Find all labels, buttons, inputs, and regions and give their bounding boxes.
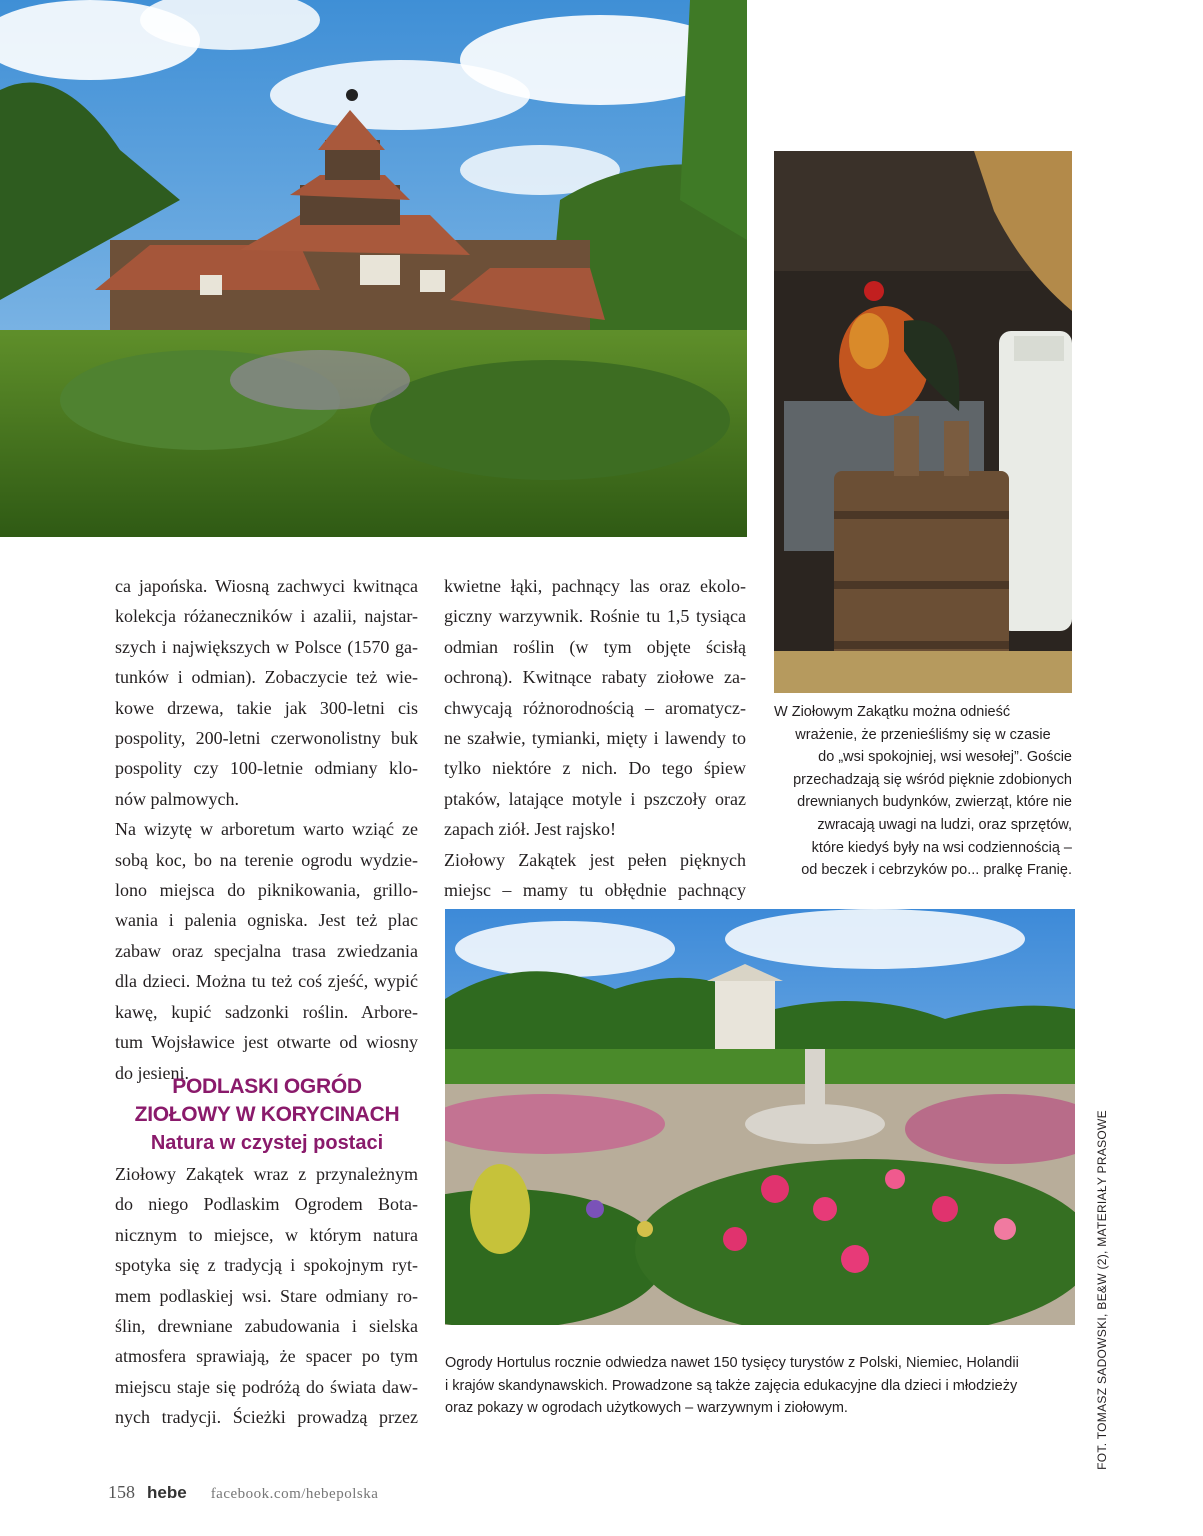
text-line: Na wizytę w arboretum warto wziąć ze	[115, 819, 418, 840]
magazine-logo: hebe	[147, 1483, 187, 1502]
photo-credit: FOT. TOMASZ SADOWSKI, BE&W (2), MATERIAŁY PRASOWE	[1095, 1110, 1109, 1470]
text-line: pospolity, 200-letni czerwonolistny buk	[115, 728, 418, 749]
text-line: pospolity czy 100-letnie odmiany klo-	[115, 758, 418, 779]
text-line: kawę, kupić sadzonki roślin. Arbore-	[115, 1001, 418, 1022]
text-line: ślin, drewniane zabudowania i sielska	[115, 1316, 418, 1337]
text-line: tylko niektóre z nich. Do tego śpiew	[444, 758, 746, 779]
text-line: wania i palenia ogniska. Jest też plac	[115, 910, 418, 931]
text-line: ptaków, latające motyle i pszczoły oraz	[444, 788, 746, 809]
heading-line-2: ZIOŁOWY W KORYCINACH	[134, 1103, 400, 1126]
text-line: nów palmowych.	[115, 788, 239, 809]
caption-line: przechadzają się wśród pięknie zdobionych	[793, 771, 1072, 788]
caption-rooster	[774, 701, 1072, 882]
text-line: sobą koc, bo na terenie ogrodu wydzie-	[115, 849, 418, 870]
text-line: do niego Podlaskim Ogrodem Bota-	[115, 1194, 418, 1215]
text-line: ochroną). Kwitnące rabaty ziołowe za-	[444, 667, 746, 688]
text-line: nicznym to miejsce, w którym natura	[115, 1224, 418, 1245]
text-line: lono miejsca do piknikowania, grillo-	[115, 880, 418, 901]
text-line: chwycają różnorodnością – aromatycz-	[444, 697, 746, 718]
text-line: tunków i odmian). Zobaczycie też wie-	[115, 667, 418, 688]
text-line: dla dzieci. Można tu też coś zjeść, wypić	[115, 971, 418, 992]
text-line: ne szałwie, tymianki, mięty i lawendy to	[444, 728, 746, 749]
text-line: zabaw oraz specjalna trasa zwiedzania	[115, 940, 418, 961]
caption-line: do „wsi spokojniej, wsi wesołej”. Goście	[818, 749, 1072, 766]
text-line: nych tradycji. Ścieżki prowadzą przez	[115, 1407, 418, 1428]
text-line: kwietne łąki, pachnący las oraz ekolo-	[444, 576, 746, 596]
text-line: atmosfera sprawiają, że spacer po tym	[115, 1346, 418, 1367]
text-line: kowe drzewa, takie jak 300-letni cis	[115, 697, 418, 718]
text-line: miejscu staje się podróżą do świata daw-	[115, 1376, 418, 1397]
text-line: zapach ziół. Jest rajsko!	[444, 819, 616, 840]
article-column-2	[444, 571, 746, 905]
text-line: miejsc – mamy tu obłędnie pachnący	[444, 880, 746, 901]
text-line: szych i największych w Polsce (1570 ga-	[115, 636, 418, 657]
photo-wooden-house	[0, 0, 747, 537]
text-line: odmian roślin (w tym objęte ścisłą	[444, 636, 746, 657]
text-line: Ziołowy Zakątek wraz z przynależnym	[115, 1164, 418, 1184]
caption-line: które kiedyś były na wsi codziennością –	[811, 839, 1072, 856]
text-line: kolekcja różaneczników i azalii, najstar-	[115, 606, 418, 627]
text-line: mem podlaskiej wsi. Stare odmiany ro-	[115, 1285, 418, 1306]
heading-line-1: PODLASKI OGRÓD	[172, 1075, 362, 1098]
photo-rooster-barrel	[774, 151, 1072, 693]
text-line: spotyka się z tradycją i spokojnym ryt-	[115, 1255, 418, 1276]
caption-line: drewnianych budynków, zwierząt, które nie	[797, 794, 1072, 811]
social-link[interactable]: facebook.com/hebepolska	[210, 1486, 379, 1502]
caption-line: Ogrody Hortulus rocznie odwiedza nawet 150 tysięcy turystów z Polski, Niemiec, Holandii	[445, 1355, 1019, 1371]
caption-line: i krajów skandynawskich. Prowadzone są także zajęcia edukacyjne dla dzieci i młodzieży	[445, 1377, 1018, 1394]
section-heading	[112, 1073, 422, 1157]
text-line: tum Wojsławice jest otwarte od wiosny	[115, 1032, 418, 1053]
caption-line: wrażenie, że przenieśliśmy się w czasie	[795, 726, 1051, 743]
caption-line: W Ziołowym Zakątku można odnieść	[774, 704, 1011, 720]
text-line: do jesieni.	[115, 1062, 189, 1083]
heading-subtitle: Natura w czystej postaci	[150, 1132, 384, 1154]
caption-line: zwracają uwagi na ludzi, oraz sprzętów,	[817, 816, 1072, 833]
text-line: giczny warzywnik. Rośnie tu 1,5 tysiąca	[444, 606, 746, 627]
article-column-1-top	[115, 571, 418, 1088]
text-line: ca japońska. Wiosną zachwyci kwitnąca	[115, 576, 418, 596]
caption-line: od beczek i cebrzyków po... pralkę Franię.	[801, 862, 1072, 879]
text-line: Ziołowy Zakątek jest pełen pięknych	[444, 849, 746, 870]
page-footer	[108, 1482, 378, 1506]
article-column-1-bottom	[115, 1159, 418, 1433]
caption-line: oraz pokazy w ogrodach użytkowych – warzywnym i ziołowym.	[445, 1400, 848, 1417]
page-number: 158	[108, 1482, 135, 1502]
photo-garden-rotunda	[445, 909, 1075, 1325]
caption-garden	[445, 1352, 1075, 1420]
